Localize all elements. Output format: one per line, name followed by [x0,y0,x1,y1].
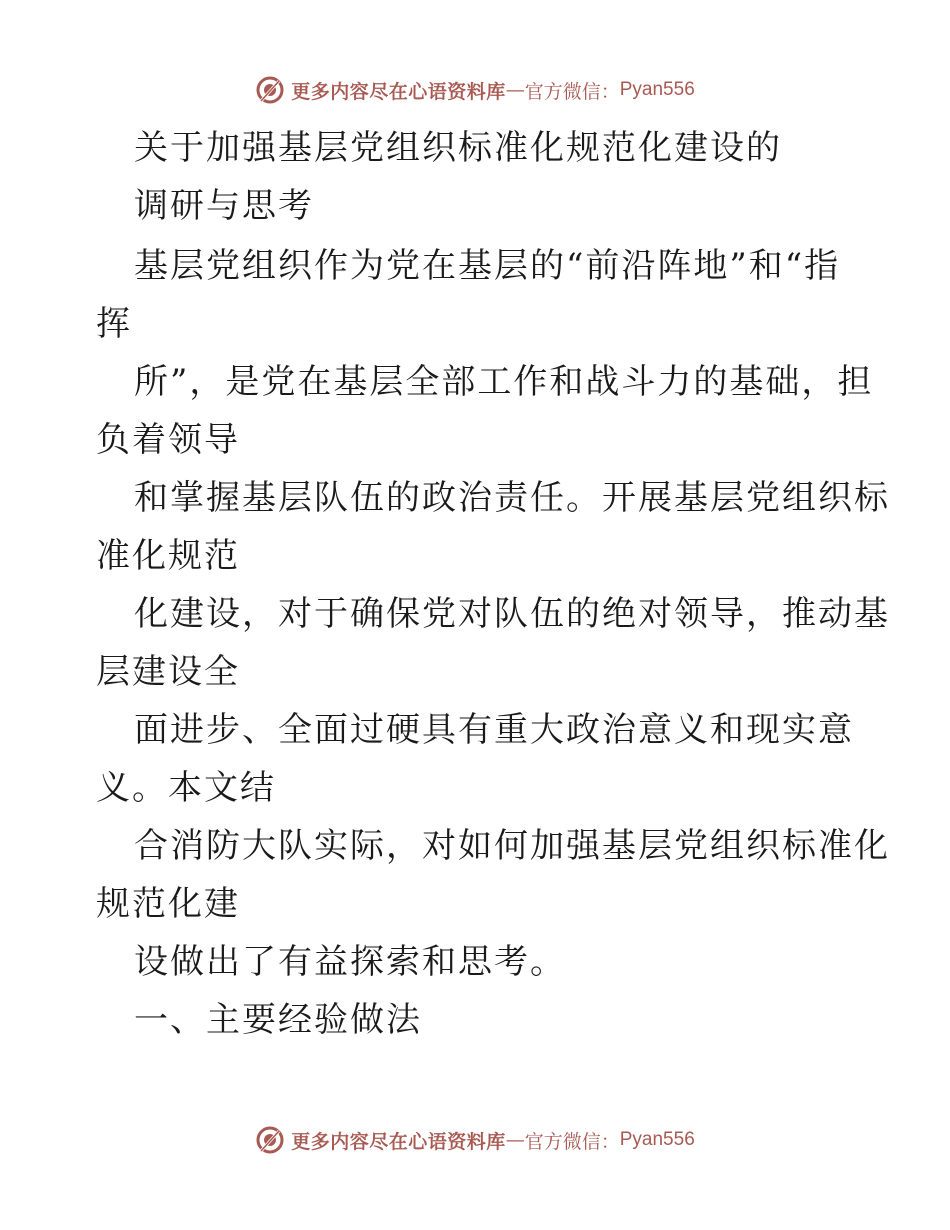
watermark-wechat-label: 官方微信： [524,80,620,103]
watermark-text: 更多内容尽在心语资料库 [291,1130,506,1153]
document-title-line-2: 调研与思考 [134,186,314,226]
watermark-separator: — [505,1129,525,1151]
section-heading: 一、主要经验做法 [134,1000,422,1040]
paragraph-line: 层建设全 [96,652,240,692]
watermark-wechat-id: Pyan556 [619,79,695,100]
watermark-separator: — [505,79,525,101]
watermark-text: 更多内容尽在心语资料库 [291,80,506,103]
watermark-logo-icon [255,1125,285,1155]
watermark-wechat-label: 官方微信： [524,1130,620,1153]
paragraph-line: 所”，是党在基层全部工作和战斗力的基础，担 [134,362,874,402]
paragraph-line: 化建设，对于确保党对队伍的绝对领导，推动基 [134,594,890,634]
paragraph-line: 设做出了有益探索和思考。 [134,942,566,982]
paragraph-line: 挥 [96,304,132,344]
footer-watermark [0,1120,950,1160]
paragraph-line: 合消防大队实际，对如何加强基层党组织标准化 [134,826,890,866]
header-watermark [0,70,950,110]
watermark-logo-icon [255,75,285,105]
watermark-wechat-id: Pyan556 [619,1129,695,1150]
document-title-line-1: 关于加强基层党组织标准化规范化建设的 [134,128,782,168]
paragraph-line: 基层党组织作为党在基层的“前沿阵地”和“指 [134,246,841,286]
paragraph-line: 准化规范 [96,536,240,576]
paragraph-line: 规范化建 [96,884,240,924]
paragraph-line: 面进步、全面过硬具有重大政治意义和现实意 [134,710,854,750]
paragraph-line: 义。本文结 [96,768,276,808]
paragraph-line: 负着领导 [96,420,240,460]
paragraph-line: 和掌握基层队伍的政治责任。开展基层党组织标 [134,478,890,518]
